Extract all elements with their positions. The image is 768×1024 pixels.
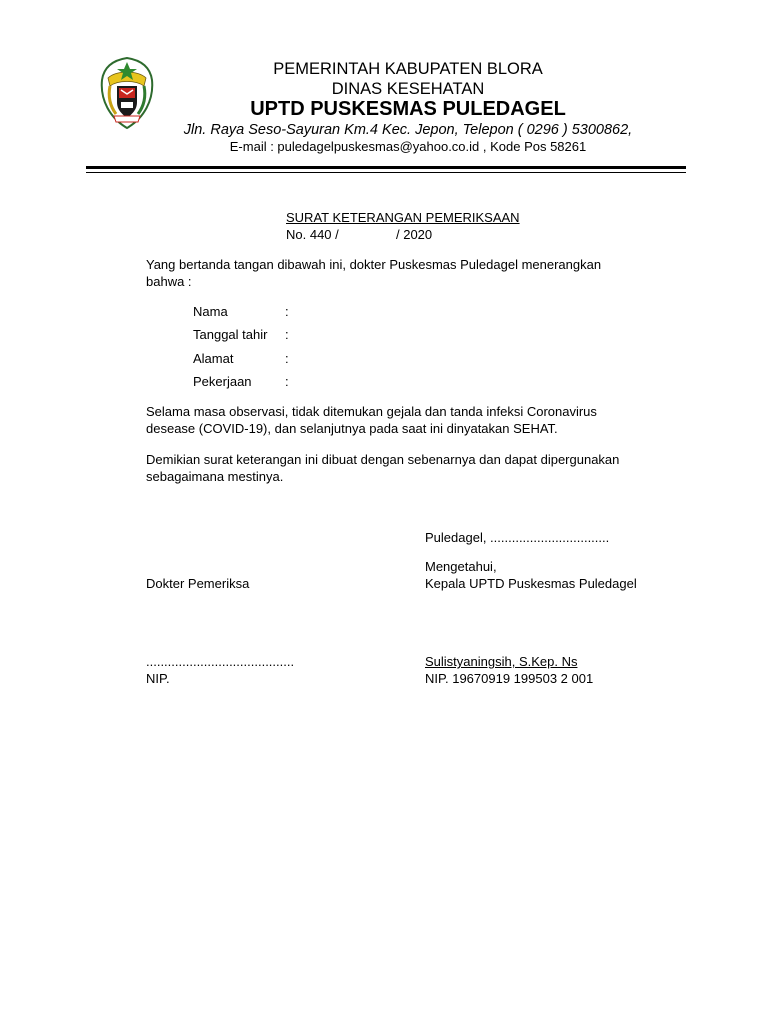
letter-number-suffix: / 2020: [396, 227, 433, 242]
paragraph-observation-line-1: Selama masa observasi, tidak ditemukan gejala dan tanda infeksi Coronavirus: [146, 404, 597, 419]
paragraph-observation-line-2: desease (COVID-19), dan selanjutnya pada saat ini dinyatakan SEHAT.: [146, 421, 558, 436]
field-label-birth-date: Tanggal tahir: [193, 327, 268, 342]
acknowledged-label: Mengetahui,: [425, 559, 497, 574]
field-colon: :: [285, 304, 289, 319]
header-email-postal: E-mail : puledagelpuskesmas@yahoo.co.id , Kode Pos 58261: [229, 139, 587, 154]
examiner-signature-line: .........................................: [146, 654, 295, 669]
field-label-address: Alamat: [193, 351, 234, 366]
head-title: Kepala UPTD Puskesmas Puledagel: [425, 576, 637, 591]
header-institution-name: UPTD PUSKESMAS PULEDAGEL: [250, 98, 566, 120]
examiner-nip: NIP.: [146, 671, 170, 686]
header-government-line: PEMERINTAH KABUPATEN BLORA: [273, 60, 543, 78]
paragraph-closing-line-1: Demikian surat keterangan ini dibuat dengan sebenarnya dan dapat dipergunakan: [146, 452, 620, 467]
header-address: Jln. Raya Seso-Sayuran Km.4 Kec. Jepon, Telepon ( 0296 ) 5300862,: [183, 122, 633, 138]
head-name: Sulistyaningsih, S.Kep. Ns: [425, 654, 578, 669]
place-date: Puledagel, .................................: [425, 530, 610, 545]
header-department-line: DINAS KESEHATAN: [331, 80, 485, 98]
field-colon: :: [285, 351, 289, 366]
field-label-occupation: Pekerjaan: [193, 374, 252, 389]
head-nip: NIP. 19670919 199503 2 001: [425, 671, 594, 686]
intro-line-1: Yang bertanda tangan dibawah ini, dokter Puskesmas Puledagel menerangkan: [146, 257, 602, 272]
field-colon: :: [285, 374, 289, 389]
letter-number-prefix: No. 440 /: [286, 227, 339, 242]
letterhead-divider-thin: [86, 172, 686, 173]
examiner-title: Dokter Pemeriksa: [146, 576, 250, 591]
field-colon: :: [285, 327, 289, 342]
letterhead-divider-thick: [86, 166, 686, 169]
field-label-name: Nama: [193, 304, 228, 319]
paragraph-closing-line-2: sebagaimana mestinya.: [146, 469, 284, 484]
letter-title: SURAT KETERANGAN PEMERIKSAAN: [286, 210, 520, 225]
intro-line-2: bahwa :: [146, 274, 192, 289]
